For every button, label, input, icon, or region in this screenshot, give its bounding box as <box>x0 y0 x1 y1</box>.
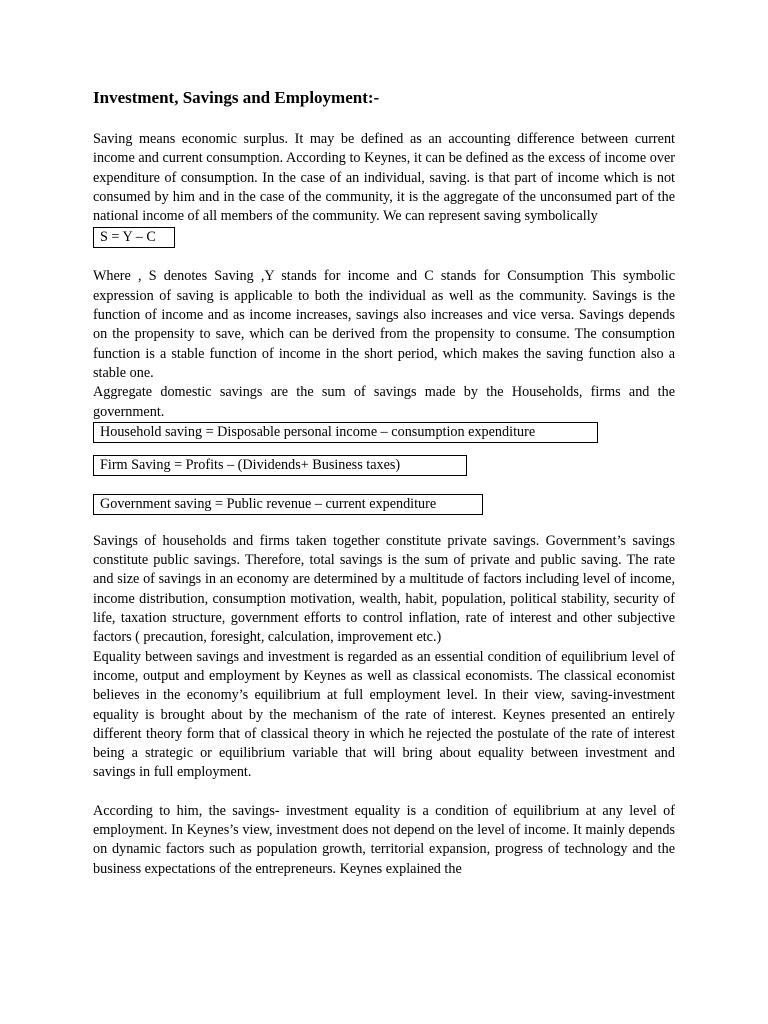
document-page <box>93 87 675 879</box>
paragraph-saving-definition: Saving means economic surplus. It may be defined as an accounting difference between current income and current consumption. According to Keynes, it can be defined as the excess of income over expenditure of consumption. In the case of an individual, saving. is that part of income which is not consumed by him and in the case of the community, it is the aggregate of the unconsumed part of the national income of all members of the community. We can represent saving symbolically <box>93 131 675 225</box>
paragraph-aggregate-savings: Aggregate domestic savings are the sum of savings made by the Households, firms and the government. <box>93 384 675 420</box>
formula-government-saving: Government saving = Public revenue – current expenditure <box>93 494 483 515</box>
formula-firm-saving: Firm Saving = Profits – (Dividends+ Business taxes) <box>93 455 467 476</box>
paragraph-private-public-savings: Savings of households and firms taken together constitute private savings. Government’s savings constitute public savings. Therefore, total savings is the sum of private and public saving. The rate and size of savings in an economy are determined by a multitude of factors including level of income, income distribution, consumption motivation, wealth, habit, population, political stability, security of life, taxation structure, government efforts to control inflation, rate of interest and other subjective factors ( precaution, foresight, calculation, improvement etc.) <box>93 532 675 646</box>
paragraph-savings-investment-equality: Equality between savings and investment is regarded as an essential condition of equilibrium level of income, output and employment by Keynes as well as classical economists. The classical economist believes in the economy’s equilibrium at full employment level. In their view, saving-investment equality is brought about by the mechanism of the rate of interest. Keynes presented an entirely different theory form that of classical theory in which he rejected the postulate of the rate of interest being a strategic or equilibrium variable that will bring about equality between investment and savings in full employment. <box>93 648 675 781</box>
formula-household-saving: Household saving = Disposable personal income – consumption expenditure <box>93 422 598 443</box>
formula-saving: S = Y – C <box>93 227 175 248</box>
document-title: Investment, Savings and Employment:- <box>93 88 380 107</box>
paragraph-saving-function: Where , S denotes Saving ,Y stands for income and C stands for Consumption This symbolic expression of saving is applicable to both the individual as well as the community. Savings is the function of income and as income increases, savings also increases and vice versa. Savings depends on the propensity to save, which can be derived from the propensity to consume. The consumption function is a stable function of income in the short period, which makes the saving function also a stable one. <box>93 268 675 381</box>
paragraph-keynes-view: According to him, the savings- investment equality is a condition of equilibrium at any level of employment. In Keynes’s view, investment does not depend on the level of income. It mainly depends on dynamic factors such as population growth, territorial expansion, progress of technology and the business expectations of the entrepreneurs. Keynes explained the <box>93 802 675 877</box>
